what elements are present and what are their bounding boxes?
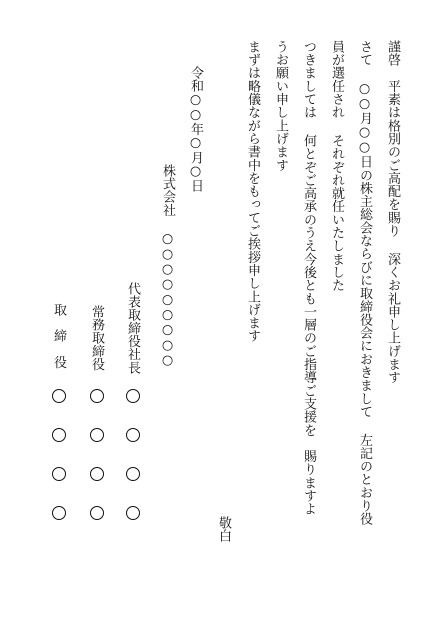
body-line-4: つきましては 何とぞご高承のうえ今後とも一層のご指導ご支援を 賜りますよ [301,40,316,516]
name-placeholder [126,467,140,481]
date-line: 令和○○年○月○日 [188,66,203,193]
name-placeholder [52,467,66,481]
company-name: 株式会社 ○○○○○○○○○ [160,164,175,369]
name-placeholder [90,467,104,481]
officer-title-director: 取 締 役 [51,303,66,369]
name-placeholder [52,506,66,520]
name-placeholder [126,389,140,403]
closing-text: 敬白 [216,516,231,543]
name-placeholder [126,428,140,442]
officer-title-president: 代表取締役社長 [125,282,140,375]
body-line-2: さて ○○月○○日の株主総会ならびに取締役会におきまして 左記のとおり役 [357,40,372,526]
name-placeholder [90,428,104,442]
body-line-3: 員が選任され それぞれ就任いたしました [329,40,344,292]
officer-names-director [52,389,66,545]
name-placeholder [90,506,104,520]
name-placeholder [90,389,104,403]
name-placeholder [126,506,140,520]
officer-names-president [126,389,140,545]
name-placeholder [52,428,66,442]
name-placeholder [52,389,66,403]
body-line-5: うお願い申し上げます [273,40,288,172]
body-line-1: 謹啓 平素は格別のご高配を賜り 深くお礼申し上げます [385,40,400,384]
body-line-6: まずは略儀ながら書中をもってご挨拶申し上げます [245,40,260,343]
officer-names-managing-director [90,389,104,545]
officer-title-managing-director: 常務取締役 [89,305,104,371]
